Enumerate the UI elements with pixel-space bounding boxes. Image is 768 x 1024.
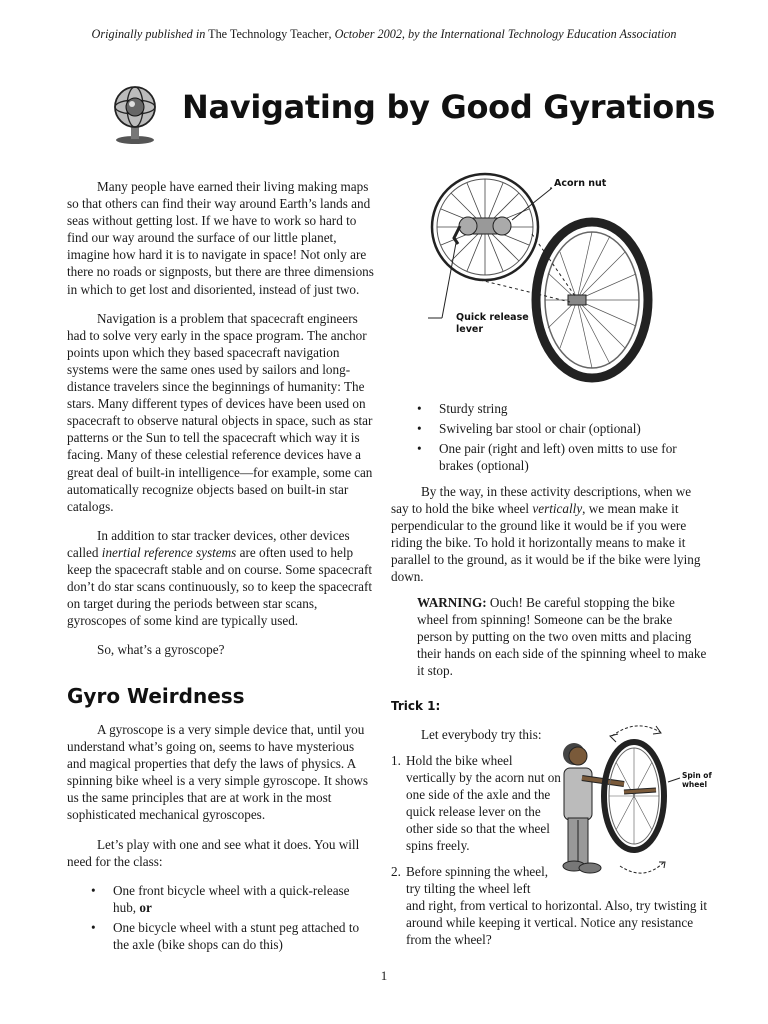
warning-text: Ouch! Be careful stopping the bike wheel from spinning! Someone can be the brake person by putting on the two oven mitts and placing their hands on each side of the spinning wheel to make it stop.	[417, 595, 707, 679]
inertial-paragraph	[67, 527, 375, 630]
held-wheel	[604, 742, 664, 850]
wheel-hub-figure	[420, 168, 668, 386]
header-suffix: , October 2002, by the International Technology Education Association	[328, 27, 677, 41]
person-holding-wheel-figure	[560, 716, 710, 884]
materials-list-left	[89, 882, 375, 953]
list-item: • Sturdy string	[415, 400, 710, 417]
inertial-text-b: are often used to help keep the spacecraft stable and on course. Some spacecraft don’t do star scans continuously, so to keep the spacecraft on target during the periods between star scans, gyroscopes of some kind are typically used.	[67, 544, 373, 629]
acorn-nut-label: Acorn nut	[554, 178, 607, 189]
wheel-closeup	[432, 174, 538, 280]
orientation-text-a: By the way, in these activity descriptions, when we say to hold the bike wheel	[391, 484, 692, 517]
warning-box	[417, 594, 709, 679]
header-prefix: Originally published in	[91, 27, 206, 41]
gyroscope-question: So, what’s a gyroscope?	[97, 642, 225, 658]
step-1-number: 1.	[391, 753, 401, 768]
step-2-number: 2.	[391, 864, 401, 879]
page-title: Navigating by Good Gyrations	[182, 88, 716, 126]
orientation-paragraph	[391, 483, 709, 586]
list-item	[89, 882, 375, 916]
trick-intro: Let everybody try this:	[421, 727, 542, 742]
vertically-term: vertically	[532, 501, 583, 517]
orientation-text-b: , we mean make it perpendicular to the ground like it would be if you were riding the bike. To hold it horizontally means to make it parallel to the ground, as it would be if the bike were lying down.	[391, 501, 701, 585]
materials-list-right	[415, 400, 710, 474]
materials-intro: Let’s play with one and see what it does. You will need for the class:	[67, 836, 360, 869]
step-2-text-b: and right, from vertical to horizontal. Also, try twisting it around while keeping it vertical. Notice any resistance from the wheel?	[406, 898, 708, 948]
trick-heading: Trick 1:	[391, 699, 441, 713]
bullet1-or: or	[139, 899, 152, 915]
intro-paragraph: Many people have earned their living making maps so that others can find their way around Earth’s lands and seas without getting lost. If we have to work so hard to find our way around the surface of our little planet, imagine how hard it is to navigate in space! Not only are there no roads or signposts, but there are three dimensions in which to get lost and disoriented, instead of just two.	[67, 179, 374, 297]
inertial-text-a: In addition to star tracker devices, other devices called	[67, 527, 350, 560]
step-2-text-a: Before spinning the wheel, try tilting the wheel left	[406, 864, 549, 897]
list-item: • One pair (right and left) oven mitts to use for brakes (optional)	[415, 440, 710, 474]
left-column-lower	[67, 721, 375, 956]
list-item: • Swiveling bar stool or chair (optional)	[415, 420, 710, 437]
step-1-text: Hold the bike wheel vertically by the acorn nut on one side of the axle and the quick release lever on the other side so that the wheel spins freely.	[406, 753, 561, 854]
quick-release-label: Quick release lever	[456, 312, 529, 335]
step-1	[391, 752, 561, 855]
page-number: 1	[380, 968, 388, 983]
inertial-term: inertial reference systems	[101, 544, 237, 560]
publication-header	[0, 27, 768, 42]
right-column-materials	[415, 400, 710, 477]
navigation-paragraph: Navigation is a problem that spacecraft engineers had to solve very early in the space program. The anchor points upon which they based spacecraft navigation systems were the same ones used by sailors and long-distance travelers since the beginnings of humanity: The stars. Many different types of devices have been used on spacecraft to observe natural objects in space, such as star patterns or the Sun to tell the spacecraft which way it is facing. Many of these celestial reference devices have a great deal of built-in intelligence—for example, some can automatically recognize objects based on built-in star catalogs.	[67, 310, 373, 514]
gyroscope-paragraph: A gyroscope is a very simple device that, until you understand what’s going on, seems to have mysterious and magical properties that defy the laws of physics. A spinning bike wheel is a very simple gyroscope. It shows us the same principles that are at work in the most sophisticated mechanical gyroscopes.	[67, 722, 369, 823]
person	[563, 743, 624, 873]
gyroscope-icon	[108, 83, 160, 145]
list-item: • One bicycle wheel with a stunt peg attached to the axle (bike shops can do this)	[89, 919, 375, 953]
warning-label: WARNING:	[417, 595, 487, 610]
section-heading: Gyro Weirdness	[67, 684, 245, 708]
left-column	[67, 178, 375, 658]
wheel-full	[536, 222, 648, 378]
header-publication: The Technology Teacher	[205, 27, 329, 41]
spin-label: Spin of wheel	[682, 771, 712, 789]
bullet1-text: One front bicycle wheel with a quick-release hub,	[113, 882, 350, 915]
